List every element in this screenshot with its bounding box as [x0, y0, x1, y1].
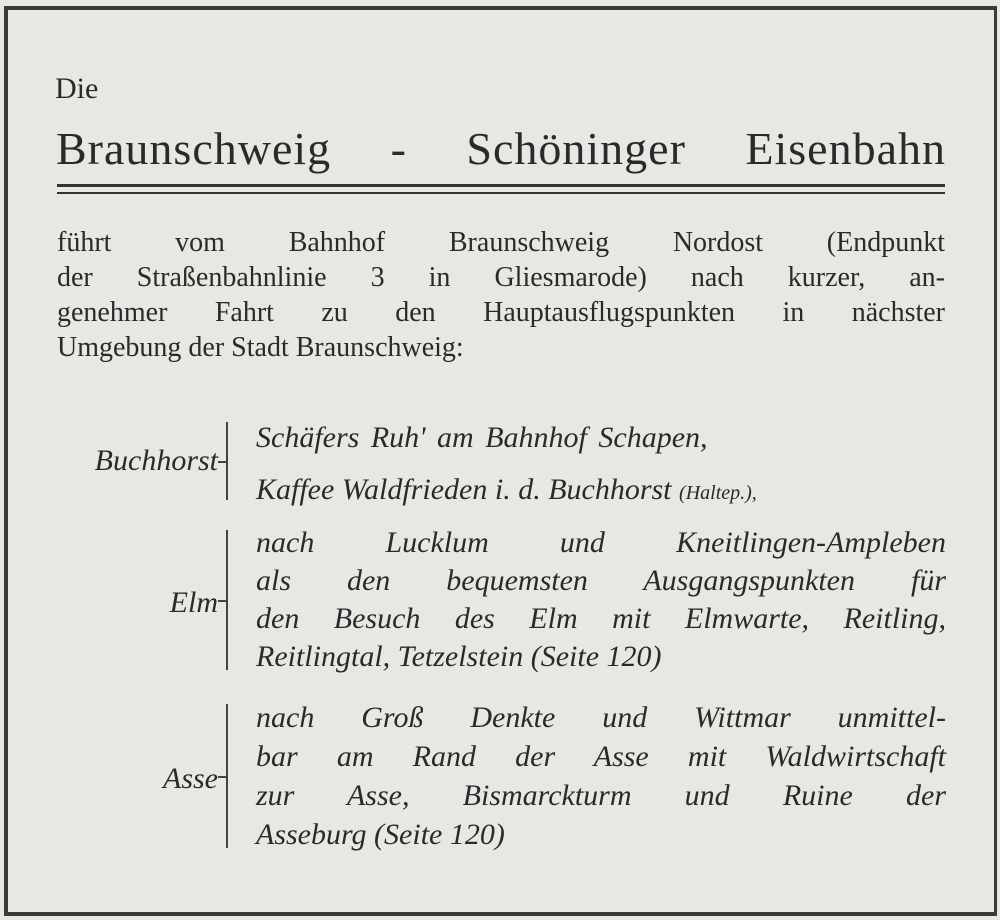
destination-line-text: Kaffee Waldfrieden i. d. Buchhorst: [256, 473, 672, 506]
page-title: Braunschweig - Schöninger Eisenbahn: [56, 123, 946, 174]
destination-note: (Haltep.),: [679, 482, 757, 504]
destination-label-elm: Elm: [169, 586, 218, 619]
pre-title: Die: [55, 72, 99, 105]
destination-lines-asse: [256, 698, 946, 854]
intro-line: Umgebung der Stadt Braunschweig:: [57, 332, 464, 363]
destination-label-asse: Asse: [163, 762, 218, 795]
destination-line: den Besuch des Elm mit Elmwarte, Reitling,: [256, 602, 946, 635]
destination-label-buchhorst: Buchhorst: [94, 444, 218, 477]
destination-line: nach Lucklum und Kneitlingen-Ampleben: [256, 526, 946, 559]
destination-line: bar am Rand der Asse mit Waldwirtschaft: [256, 740, 946, 773]
destination-line: Asseburg (Seite 120): [256, 818, 505, 851]
brace: [226, 530, 238, 670]
title-rule-bottom: [57, 192, 945, 194]
destination-lines-buchhorst: [256, 412, 946, 519]
destination-line: Reitlingtal, Tetzelstein (Seite 120): [256, 640, 662, 673]
destination-line: Schäfers Ruh' am Bahnhof Schapen,: [256, 421, 708, 454]
destination-line: nach Groß Denkte und Wittmar unmittel-: [256, 701, 946, 734]
intro-line: der Straßenbahnlinie 3 in Gliesmarode) nach kurzer, an-: [57, 262, 945, 293]
intro-line: genehmer Fahrt zu den Hauptausflugspunkten in nächster: [57, 297, 945, 328]
destination-line: zur Asse, Bismarckturm und Ruine der: [256, 779, 946, 812]
brace: [226, 422, 238, 500]
destination-lines-elm: [256, 524, 946, 676]
title-rule-top: [57, 184, 945, 187]
intro-line: führt vom Bahnhof Braunschweig Nordost (Endpunkt: [57, 227, 945, 258]
brace: [226, 704, 238, 848]
destination-line: als den bequemsten Ausgangspunkten für: [256, 564, 946, 597]
destination-line: [256, 464, 946, 519]
